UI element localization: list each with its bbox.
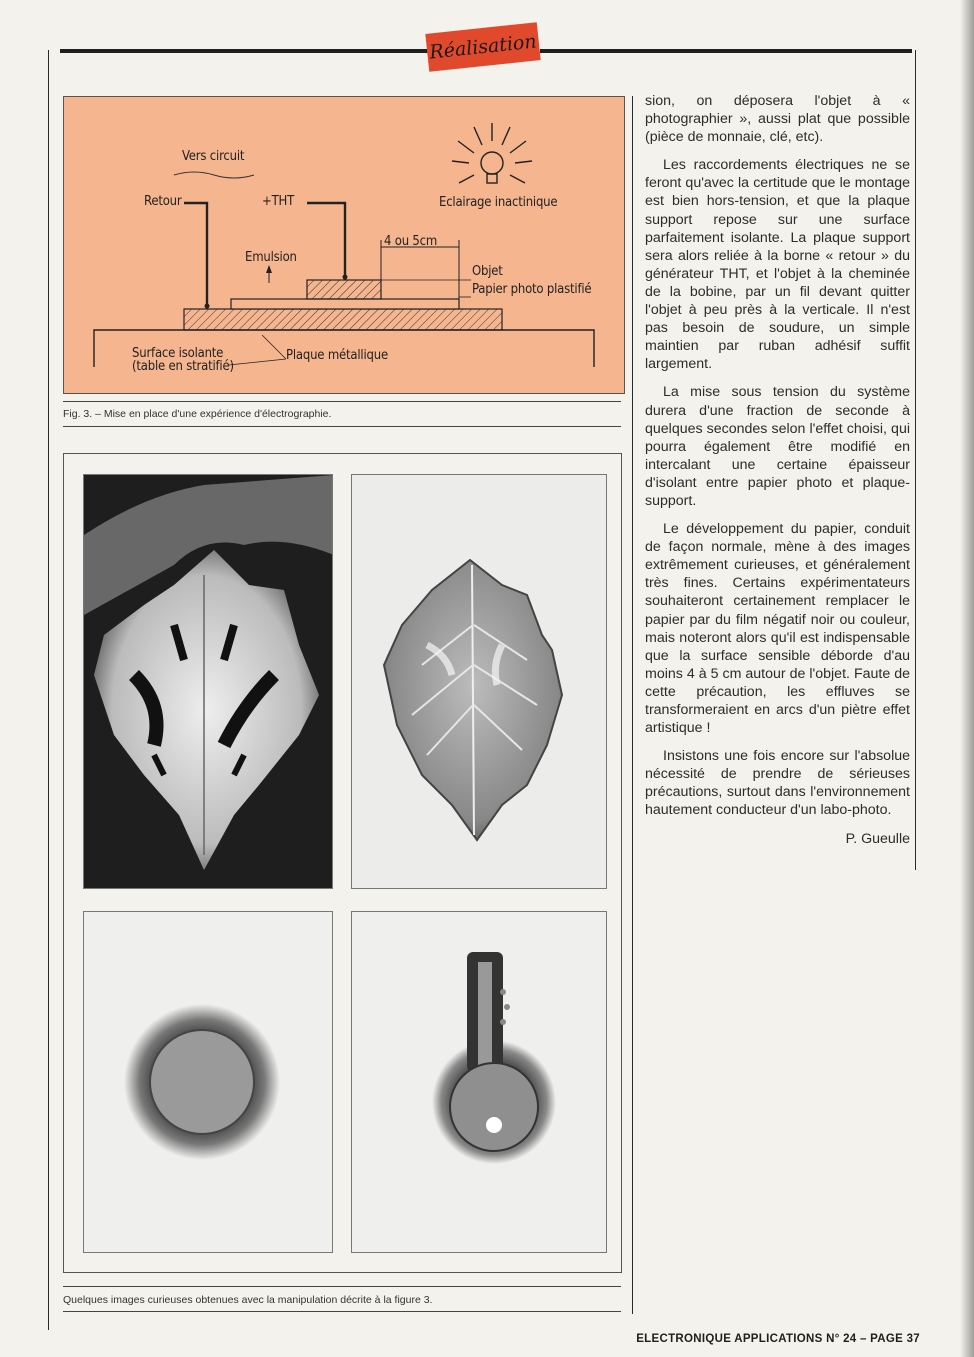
label-tht: +THT bbox=[262, 194, 295, 209]
photo-leaf-negative bbox=[83, 474, 333, 889]
article-author: P. Gueulle bbox=[845, 830, 910, 847]
photo-paper bbox=[231, 299, 459, 309]
label-retour: Retour bbox=[144, 194, 182, 209]
object-block bbox=[307, 280, 381, 299]
header-rule-left bbox=[60, 49, 432, 53]
label-objet: Objet bbox=[472, 264, 503, 279]
figure-3-diagram bbox=[63, 96, 625, 394]
photos-caption: Quelques images curieuses obtenues avec la manipulation décrite à la figure 3. bbox=[63, 1286, 621, 1312]
page-binding-shadow bbox=[960, 0, 974, 1357]
photo-coin bbox=[83, 911, 333, 1253]
left-margin-rule bbox=[48, 50, 49, 1330]
article-paragraph: Insistons une fois encore sur l'absolue nécessité de prendre de sérieuses précautions, surtout dans l'environnement hautement conducteur d'un labo-photo. bbox=[645, 748, 910, 819]
label-plaque: Plaque métallique bbox=[286, 348, 388, 363]
article-paragraph: La mise sous tension du système durera d'une fraction de seconde à quelques secondes selon l'effet choisi, qui pourra également être modifié en intercalant une certaine épaisseur d'isolant entre papier photo et plaque-support. bbox=[645, 384, 910, 509]
photo-plate bbox=[63, 453, 622, 1273]
page-footer: ELECTRONIQUE APPLICATIONS N° 24 – PAGE 37 bbox=[636, 1333, 920, 1345]
figure-3-caption: Fig. 3. – Mise en place d'une expérience d'électrographie. bbox=[63, 401, 621, 427]
photo-leaf-positive bbox=[351, 474, 607, 889]
label-surface-line1: Surface isolante bbox=[132, 346, 224, 361]
article-text bbox=[645, 92, 910, 858]
metal-plate bbox=[184, 309, 502, 330]
column-divider bbox=[632, 96, 633, 1314]
article-paragraph: sion, on déposera l'objet à « photographier », aussi plat que possible (pièce de monnaie, clé, etc). bbox=[645, 93, 910, 146]
section-badge: Réalisation bbox=[425, 22, 540, 71]
header-rule-right bbox=[540, 49, 912, 53]
label-eclairage: Eclairage inactinique bbox=[439, 195, 558, 210]
article-paragraph: Les raccordements électriques ne se feront qu'avec la certitude que le montage est bien hors-tension, et que la plaque support repose sur une surface parfaitement isolante. La plaque support sera alors reliée à la borne « retour » du générateur THT, et l'objet à la cheminée de la bobine, par un fil devant quitter l'objet à peu près à la verticale. Il n'est pas besoin de soudure, un simple maintien par ruban adhésif suffit largement. bbox=[645, 157, 910, 373]
tht-wire bbox=[307, 203, 345, 280]
retour-wire bbox=[184, 203, 207, 309]
lamp-icon bbox=[452, 123, 532, 183]
right-margin-rule bbox=[915, 50, 916, 870]
label-emulsion: Emulsion bbox=[245, 250, 297, 265]
label-papier: Papier photo plastifié bbox=[472, 282, 592, 297]
label-vers-circuit: Vers circuit bbox=[182, 149, 245, 164]
label-surface bbox=[132, 347, 234, 373]
article-paragraph: Le développement du papier, conduit de façon normale, mène à des images extrêmement curieuses, et généralement très fines. Certains expérimentateurs souhaiteront certainement remplacer le papier par du film négatif noir ou couleur, mais noteront alors qu'il est indispensable que la surface sensible déborde d'au moins 4 à 5 cm autour de l'objet. Faute de cette précaution, les effluves se transformeraient en arcs d'un piètre effet artistique ! bbox=[645, 521, 910, 737]
label-distance: 4 ou 5cm bbox=[384, 234, 438, 249]
label-surface-line2: (table en stratifié) bbox=[132, 359, 234, 374]
photo-key bbox=[351, 911, 607, 1253]
